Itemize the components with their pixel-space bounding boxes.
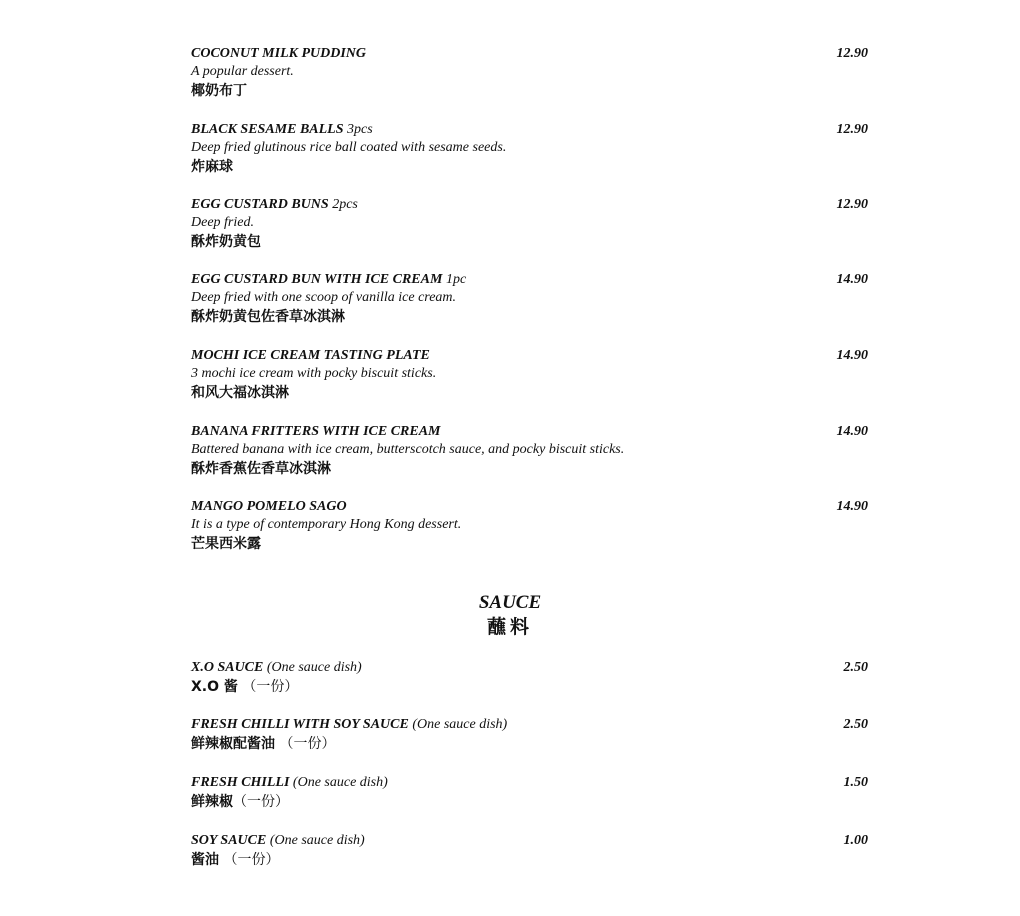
menu-item-description: Deep fried with one scoop of vanilla ice cream. [191, 290, 457, 305]
sauce-item [191, 716, 868, 754]
sauce-item-price: 1.00 [843, 833, 868, 848]
sauce-item-chinese-portion: （一份） [233, 794, 289, 810]
menu-item-description: It is a type of contemporary Hong Kong dessert. [191, 517, 462, 532]
menu-item-description: Battered banana with ice cream, butterscotch sauce, and pocky biscuit sticks. [191, 442, 625, 457]
section-title-chinese: 蘸料 [486, 616, 533, 638]
sauce-item-header [191, 716, 868, 734]
menu-item [191, 121, 868, 177]
sauce-item-header [191, 774, 868, 792]
menu-item-description: Deep fried glutinous rice ball coated with sesame seeds. [191, 140, 507, 155]
sauce-item-portion: (One sauce dish) [408, 717, 508, 732]
menu-item-header [191, 498, 868, 516]
menu-item-price: 12.90 [836, 46, 868, 61]
menu-item-name: EGG CUSTARD BUN WITH ICE CREAM [191, 272, 443, 287]
sauce-item-chinese-name [191, 677, 868, 697]
sauce-item-price: 2.50 [843, 717, 868, 732]
menu-item [191, 423, 868, 479]
menu-item-price: 14.90 [836, 272, 868, 287]
menu-item [191, 196, 868, 252]
sauce-item-name: X.O SAUCE [191, 660, 264, 675]
sauce-item-chinese-portion: （一份） [275, 736, 336, 752]
sauce-item [191, 774, 868, 812]
sauce-item-portion: (One sauce dish) [266, 833, 365, 848]
menu-item-price: 14.90 [836, 348, 868, 363]
sauce-item-chinese-label: 酱油 [191, 852, 219, 868]
menu-item-description: Deep fried. [191, 215, 254, 230]
sauce-item-chinese-label: X.O 酱 [191, 679, 238, 695]
menu-item-price: 14.90 [836, 424, 868, 439]
menu-item-description: A popular dessert. [191, 64, 294, 79]
sauce-item-name: FRESH CHILLI [191, 775, 290, 790]
menu-item-name: BLACK SESAME BALLS [191, 122, 344, 137]
menu-item-header [191, 121, 868, 139]
sauce-item-portion: (One sauce dish) [289, 775, 388, 790]
menu-item-price: 12.90 [836, 122, 868, 137]
menu-item-chinese-name: 酥炸奶黄包 [191, 234, 261, 250]
menu-item-price: 12.90 [836, 197, 868, 212]
menu-item-chinese-name: 酥炸奶黄包佐香草冰淇淋 [191, 309, 345, 325]
sauce-item-name: SOY SAUCE [191, 833, 267, 848]
sauce-item-chinese-name [191, 734, 868, 754]
sauce-item-header [191, 832, 868, 850]
menu-item-quantity: 2pcs [328, 197, 358, 212]
sauce-item-chinese-name [191, 850, 868, 870]
menu-item-chinese-name: 炸麻球 [191, 159, 233, 175]
menu-item [191, 498, 868, 554]
menu-item-name: BANANA FRITTERS WITH ICE CREAM [191, 424, 441, 439]
menu-item-description: 3 mochi ice cream with pocky biscuit sticks. [191, 366, 437, 381]
sauce-item [191, 659, 868, 697]
sauce-item-portion: (One sauce dish) [263, 660, 362, 675]
sauce-item-chinese-portion: （一份） [219, 852, 280, 868]
sauce-item-name: FRESH CHILLI WITH SOY SAUCE [191, 717, 409, 732]
sauce-item-chinese-label: 鲜辣椒配酱油 [191, 736, 275, 752]
menu-item-chinese-name: 酥炸香蕉佐香草冰淇淋 [191, 461, 331, 477]
menu-item-header [191, 45, 868, 63]
section-title: SAUCE [478, 592, 542, 613]
menu-item-name: MOCHI ICE CREAM TASTING PLATE [191, 348, 430, 363]
sauce-item [191, 832, 868, 870]
menu-item-chinese-name: 椰奶布丁 [191, 83, 247, 99]
menu-item-name: COCONUT MILK PUDDING [191, 46, 367, 61]
menu-item-name: EGG CUSTARD BUNS [191, 197, 329, 212]
menu-item-chinese-name: 芒果西米露 [191, 536, 261, 552]
menu-item-quantity: 1pc [442, 272, 467, 287]
menu-item-name: MANGO POMELO SAGO [191, 499, 347, 514]
menu-item-price: 14.90 [836, 499, 868, 514]
menu-item-chinese-name: 和风大福冰淇淋 [191, 385, 289, 401]
menu-item-header [191, 347, 868, 365]
sauce-item-header [191, 659, 868, 677]
sauce-item-price: 2.50 [843, 660, 868, 675]
menu-item-header [191, 196, 868, 214]
menu-item-quantity: 3pcs [343, 122, 373, 137]
menu-item [191, 347, 868, 403]
sauce-item-price: 1.50 [843, 775, 868, 790]
menu-item [191, 271, 868, 327]
menu-item-header [191, 271, 868, 289]
sauce-item-chinese-portion: （一份） [237, 679, 299, 695]
sauce-item-chinese-name [191, 792, 868, 812]
menu-item [191, 45, 868, 101]
menu-item-header [191, 423, 868, 441]
sauce-item-chinese-label: 鲜辣椒 [191, 794, 233, 810]
